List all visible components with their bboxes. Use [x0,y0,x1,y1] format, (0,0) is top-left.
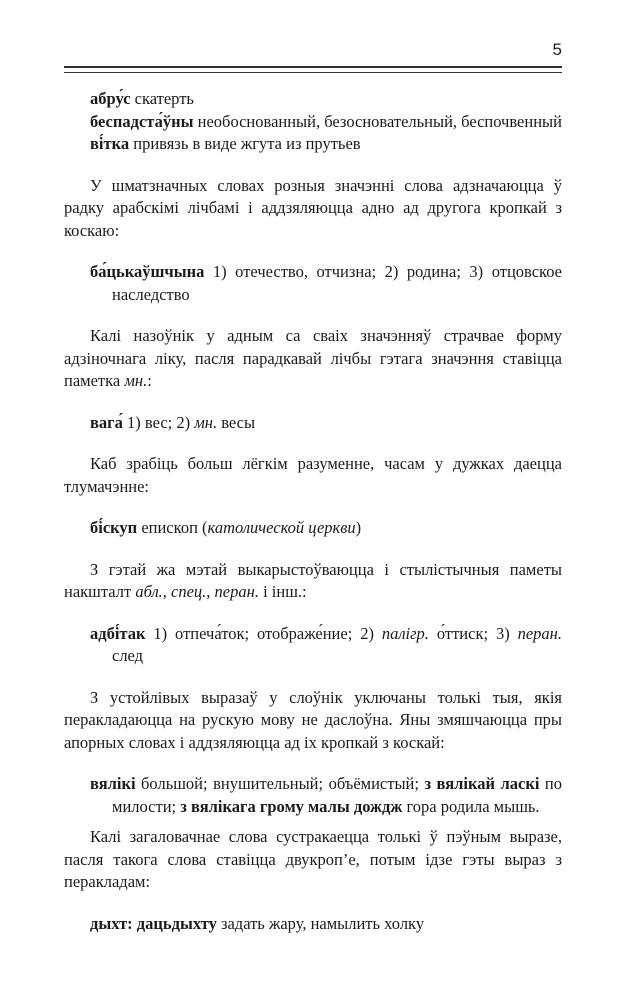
headword: ві́тка [90,134,130,153]
label-paligr: палігр. [381,623,429,643]
idiom: дацьдыхту [136,913,217,933]
entry-dykht [64,913,562,936]
entry-vyaliki: вялікі большой; внушительный; объёмистый; з вялікай ласкі по милости; з вялікага грому малы дождж гора родила мышь. [90,774,562,816]
entry-adbitak: адбі́так 1) отпеча́ток; отображе́ние; 2) палігр. о́ттиск; 3) перан. след [90,623,562,665]
paragraph-colon: Калі загаловачнае слова сустракаецца толькі ў пэўным выразе, пасля такога слова ставіцца двукроп’е, потым ідзе гэты выраз з перакладам: [64,827,562,891]
headword: бі́скуп [90,518,138,537]
entry-batskaushchyna [64,261,562,306]
entry-bespadstauny [64,111,562,134]
paragraph-explanation: Каб зрабіць больш лёгкім разуменне, часам у дужках даецца тлумачэнне: [64,454,562,496]
definition: 1) отечество, отчизна; 2) родина; 3) отцовское наследство [112,262,562,304]
label-mn: мн. [194,412,218,432]
style-labels: абл., спец., перан. [135,582,259,601]
page-number: 5 [552,40,562,59]
entry-abrus [64,88,562,111]
headword: адбі́так [90,623,146,643]
headword: вялікі [90,774,136,793]
definition: привязь в виде жгута из прутьев [129,134,361,153]
label-mn: мн. [124,371,148,390]
header-rule-thin [64,72,562,73]
page-content [64,88,562,935]
header-rule-thick [64,66,562,68]
paragraph-polysemy: У шматзначных словах розныя значэнні слова адзначаюцца ў радку арабскімі лічбамі і аддзяляюцца адно ад другога кропкай з коскаю: [64,175,562,240]
paragraph-style-labels: З гэтай жа мэтай выкарыстоўваюцца і стылістычныя паметы накшталт абл., спец., перан. і інш.: [64,559,562,601]
entry-vaga: вага́ 1) вес; 2) мн. весы [90,412,256,432]
idiom: з вялікага грому малы дождж [180,796,403,816]
headword: абру́с [90,89,131,108]
definition: скатерть [130,89,194,108]
paragraph-idioms: З устойлівых выразаў у слоўнік уключаны толькі тыя, якія перакладаюцца на рускую мову не даслоўна. Яны змяшчаюцца пры апорных словах і аддзяляюцца ад іх кропкай з коскай: [64,687,562,752]
headword: вага́ [90,412,123,432]
headword: дыхт: [90,913,133,933]
definition: необоснованный, безосновательный, беспочвенный [193,111,562,131]
entry-vitka [64,133,562,156]
headword: беспадста́ўны [90,111,194,131]
headword: ба́цькаўшчына [90,262,205,281]
definition: задать жару, намылить холку [216,913,425,933]
idiom: з вялікай ласкі [424,774,540,793]
label-peran: перан. [517,623,562,643]
gloss: католической церкви [207,518,356,537]
paragraph-plural: Калі назоўнік у адным са сваіх значэнняў страчвае форму адзіночнага ліку, пасля парадкавай лічбы гэтага значэння ставіцца паметка мн.: [64,326,562,390]
entry-biskup: бі́скуп епископ (католической церкви) [90,518,362,537]
